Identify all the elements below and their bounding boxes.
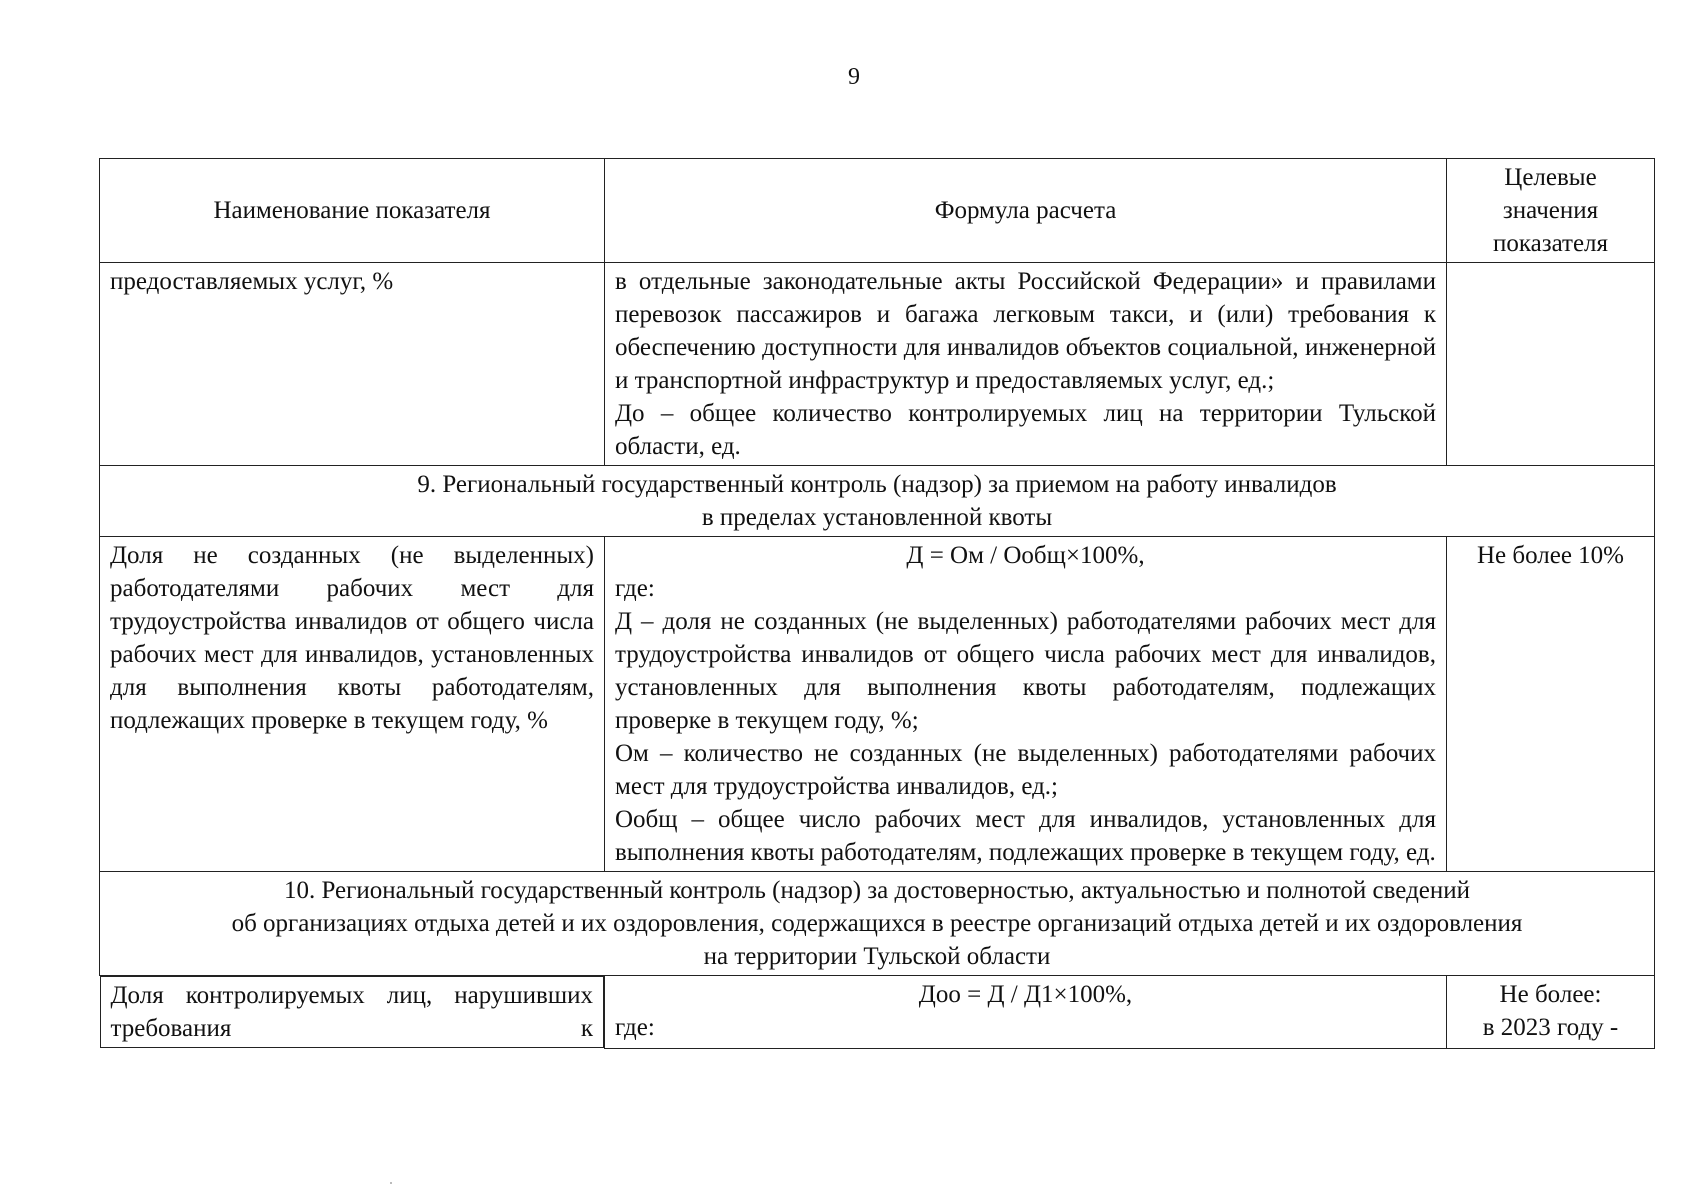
formula-paragraph: До – общее количество контролируемых лиц на территории Тульской области, ед. (615, 400, 1436, 460)
formula-paragraph: Ом – количество не созданных (не выделенных) работодателями рабочих мест для трудоустройства инвалидов, ед.; (615, 740, 1436, 800)
page-number: 9 (848, 64, 860, 90)
scan-speck (390, 1182, 392, 1184)
section-heading-9 (100, 466, 1655, 537)
section-heading-line: 10. Региональный государственный контроль (надзор) за достоверностью, актуальностью и полнотой сведений (283, 877, 1471, 904)
formula-paragraph: где: (615, 1014, 655, 1041)
target-value-cell (1447, 976, 1655, 1049)
table-header-row (100, 159, 1655, 263)
formula-expression: Доо = Д / Д1×100%, (918, 981, 1133, 1008)
indicators-table (99, 158, 1655, 1049)
table-row (100, 263, 1655, 466)
header-target-line: показателя (1492, 230, 1609, 257)
formula-paragraph: где: (615, 575, 655, 602)
indicator-name-cell: Доля не созданных (не выделенных) работодателями рабочих мест для трудоустройства инвалидов от общего числа рабочих мест для инвалидов, установленных для выполнения квоты работодателям, подлежащих проверке в текущем году, % (100, 537, 605, 872)
indicator-name-cell: предоставляемых услуг, % (100, 263, 605, 466)
section-heading-10 (100, 872, 1655, 976)
target-value-line: Не более: (1499, 981, 1602, 1008)
section-heading-line: об организациях отдыха детей и их оздоровления, содержащихся в реестре организаций отдыха детей и их оздоровления (231, 910, 1523, 937)
formula-paragraph: Ообщ – общее число рабочих мест для инвалидов, установленных для выполнения квоты работодателям, подлежащих проверке в текущем году, ед. (615, 806, 1436, 866)
header-formula: Формула расчета (605, 159, 1447, 263)
formula-cell (605, 263, 1447, 466)
table-row (100, 976, 1655, 1049)
formula-cell (605, 537, 1447, 872)
formula-paragraph: Д – доля не созданных (не выделенных) работодателями рабочих мест для трудоустройства инвалидов от общего числа рабочих мест для инвалидов, установленных для выполнения квоты работодателям, подлежащих проверке в текущем году, %; (615, 608, 1436, 734)
header-target-values (1447, 159, 1655, 263)
header-indicator-name: Наименование показателя (100, 159, 605, 263)
header-target-line: значения (1502, 197, 1599, 224)
section-heading-line: 9. Региональный государственный контроль (надзор) за приемом на работу инвалидов (417, 471, 1337, 498)
section-heading-line: на территории Тульской области (703, 943, 1051, 970)
indicator-name-cell: Доля контролируемых лиц, нарушивших требования к (100, 976, 605, 1048)
header-target-line: Целевые (1504, 164, 1597, 191)
section-row (100, 872, 1655, 976)
section-row (100, 466, 1655, 537)
section-heading-line: в пределах установленной квоты (701, 504, 1053, 531)
target-value-cell: Не более 10% (1447, 537, 1655, 872)
formula-paragraph: в отдельные законодательные акты Российской Федерации» и правилами перевозок пассажиров и багажа легковым такси, и (или) требования к обеспечению доступности для инвалидов объектов социальной, инженерной и транспортной инфраструктур и предоставляемых услуг, ед.; (615, 268, 1436, 394)
table-row (100, 537, 1655, 872)
formula-expression: Д = Ом / Ообщ×100%, (906, 542, 1145, 569)
target-value-line: в 2023 году - (1482, 1014, 1619, 1041)
formula-cell (605, 976, 1447, 1049)
target-value-cell (1447, 263, 1655, 466)
